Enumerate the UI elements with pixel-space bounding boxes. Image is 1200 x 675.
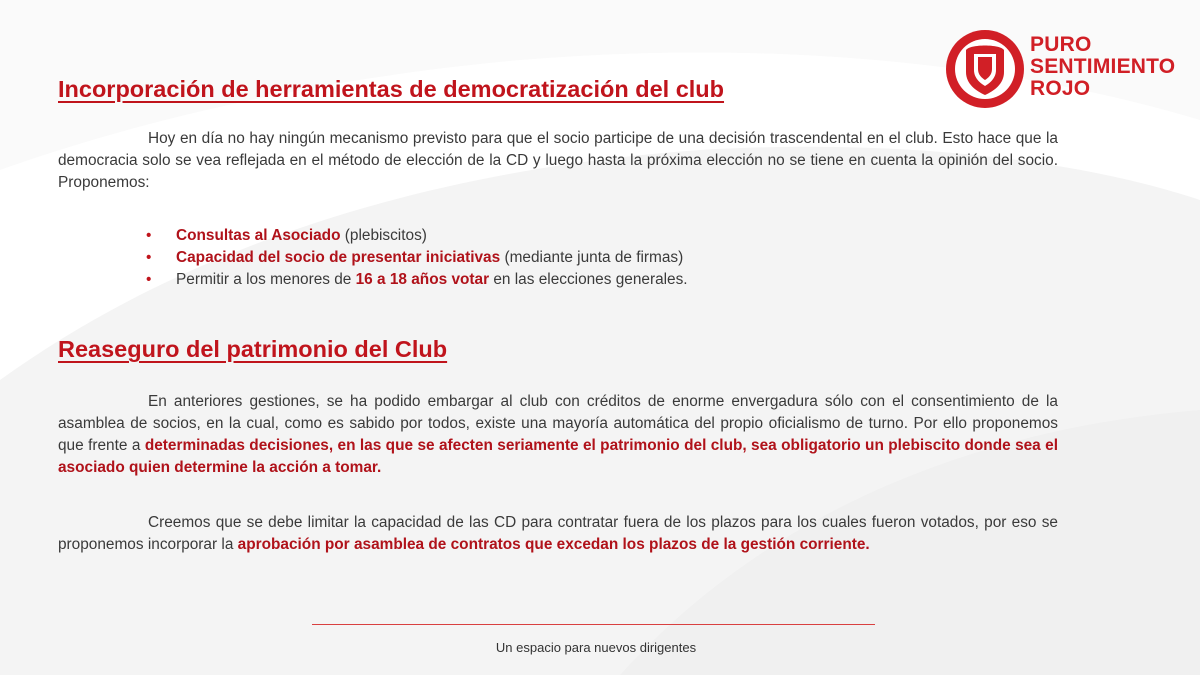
- footer-tagline: Un espacio para nuevos dirigentes: [495, 640, 697, 655]
- list-item-text: Permitir a los menores de: [176, 271, 356, 288]
- brand-name: [1030, 34, 1175, 100]
- list-item: [146, 247, 688, 269]
- paragraph-text: En anteriores gestiones, se ha podido embargar al club con créditos de enorme envergadura sólo con el consentimiento de la asamblea de socios, en la cual, como es sabido por todos, existe una mayoría automática del propio oficialismo de turno. Por ello proponemos que frente a: [58, 393, 1058, 454]
- bullet-icon: •: [146, 271, 152, 288]
- brand-line-2: SENTIMIENTO: [1030, 55, 1176, 78]
- list-item-text: en las elecciones generales.: [489, 271, 688, 288]
- list-item-bold: Capacidad del socio de presentar iniciativas: [176, 249, 501, 266]
- bullet-icon: •: [146, 227, 152, 244]
- list-item-text: (mediante junta de firmas): [500, 249, 684, 266]
- list-item: [146, 225, 688, 247]
- patrimonio-paragraph-1: [58, 391, 1058, 479]
- brand-logo: [944, 28, 1184, 112]
- list-item: [146, 269, 688, 291]
- patrimonio-paragraph-2: [58, 512, 1058, 556]
- list-item-text: (plebiscitos): [340, 227, 427, 244]
- paragraph-text: Creemos que se debe limitar la capacidad de las CD para contratar fuera de los plazos para los cuales fueron votados, por eso se proponemos incorporar la: [58, 514, 1058, 553]
- section-title-patrimonio: Reaseguro del patrimonio del Club: [58, 336, 448, 362]
- intro-paragraph: Hoy en día no hay ningún mecanismo previsto para que el socio participe de una decisión trascendental en el club. Esto hace que la democracia solo se vea reflejada en el método de elección de la CD y luego hasta la próxima elección no se tiene en cuenta la opinión del socio. Proponemos:: [58, 130, 1058, 191]
- footer-divider: [312, 624, 875, 625]
- brand-line-3: ROJO: [1030, 77, 1091, 100]
- proposal-list: [146, 225, 688, 291]
- list-item-bold: 16 a 18 años votar: [355, 271, 490, 288]
- paragraph-bold-text: determinadas decisiones, en las que se afecten seriamente el patrimonio del club, sea obligatorio un plebiscito donde sea el asociado quien determine la acción a tomar.: [58, 437, 1058, 476]
- list-item-bold: Consultas al Asociado: [176, 227, 341, 244]
- brand-line-1: PURO: [1030, 33, 1092, 56]
- section-title-democratizacion: Incorporación de herramientas de democratización del club: [58, 76, 725, 102]
- shield-logo-icon: [944, 28, 1026, 110]
- bullet-icon: •: [146, 249, 152, 266]
- paragraph-bold-text: aprobación por asamblea de contratos que excedan los plazos de la gestión corriente.: [237, 536, 870, 553]
